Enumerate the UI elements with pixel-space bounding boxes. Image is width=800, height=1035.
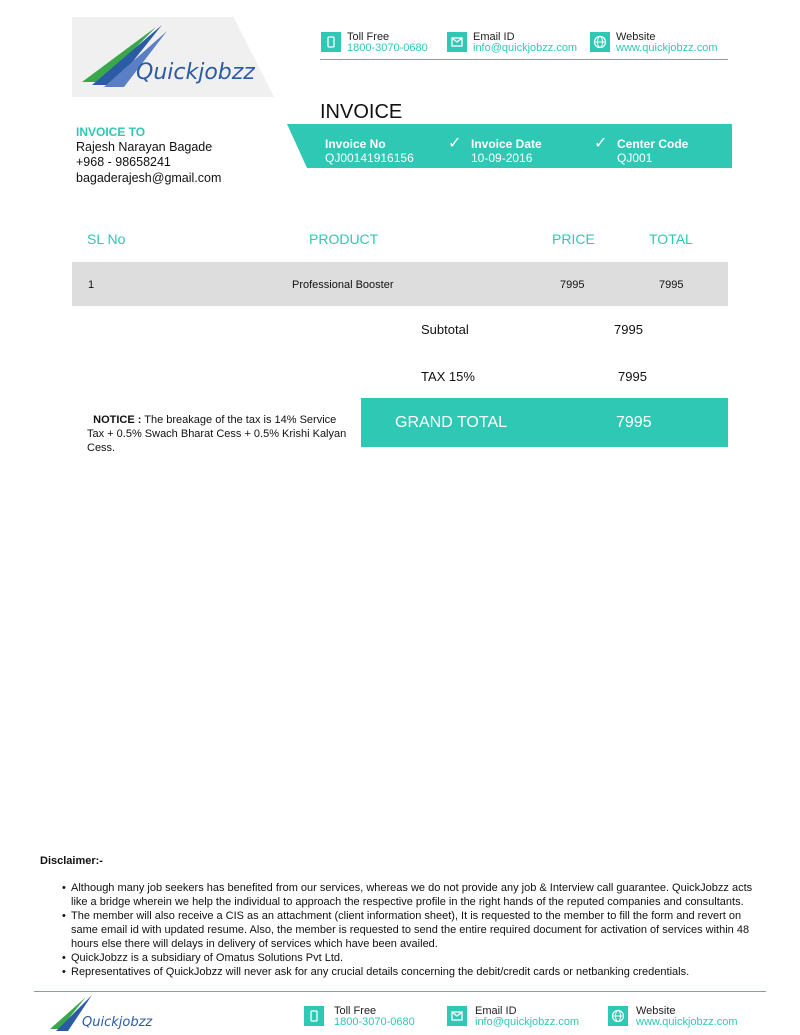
phone-icon <box>304 1006 324 1026</box>
checkmark-icon: ✓ <box>448 135 462 152</box>
website-link[interactable]: www.quickjobzz.com <box>616 42 718 54</box>
center-code-label: Center Code <box>617 137 689 151</box>
toll-free-contact <box>321 32 428 54</box>
grand-total-label: GRAND TOTAL <box>395 414 508 431</box>
footer-toll-free-label: Toll Free <box>334 1005 377 1017</box>
disclaimer-title: Disclaimer:- <box>40 855 103 867</box>
toll-free-number[interactable]: 1800-3070-0680 <box>347 42 428 54</box>
footer-email <box>447 1006 579 1028</box>
header-divider <box>320 59 728 60</box>
footer-website-label: Website <box>636 1005 676 1017</box>
customer-phone: +968 - 98658241 <box>76 155 171 169</box>
invoice-number: QJ00141916156 <box>325 151 414 165</box>
row-sl: 1 <box>88 279 95 291</box>
footer-toll-free <box>304 1006 415 1028</box>
customer-email: bagaderajesh@gmail.com <box>76 171 222 185</box>
row-price: 7995 <box>560 279 585 291</box>
list-item: • Representatives of QuickJobzz will never ask for any crucial details concerning the debit/credit cards or netbanking credentials. <box>71 965 761 979</box>
toll-free-label: Toll Free <box>347 31 390 43</box>
footer-brand-name: Quickjobzz <box>82 1015 153 1030</box>
subtotal-value: 7995 <box>614 322 643 337</box>
mail-icon <box>447 1006 467 1026</box>
disclaimer-list <box>71 881 761 979</box>
notice-text: The breakage of the tax is 14% Service Tax + 0.5% Swach Bharat Cess + 0.5% Krishi Kalyan Cess. <box>87 414 347 454</box>
table-row <box>72 262 728 306</box>
invoice-date: 10-09-2016 <box>471 151 533 165</box>
globe-icon <box>608 1006 628 1026</box>
globe-icon <box>590 32 610 52</box>
brand-name: Quickjobzz <box>136 60 255 85</box>
list-item: • The member will also receive a CIS as an attachment (client information sheet), It is requested to the member to fill the form and revert on same email id with updated resume. Also, the member is requested to send the entire required document for activation of services within 48 hours else there will delays in delivery of services which have been availed. <box>71 909 761 951</box>
footer-website-link[interactable]: www.quickjobzz.com <box>636 1016 738 1028</box>
footer-website <box>608 1006 737 1028</box>
tax-notice <box>87 413 349 455</box>
footer-divider <box>34 991 766 992</box>
footer-email-label: Email ID <box>475 1005 517 1017</box>
invoice-to-label: INVOICE TO <box>76 125 146 139</box>
website-label: Website <box>616 31 656 43</box>
invoice-date-block <box>471 137 542 165</box>
phone-icon <box>321 32 341 52</box>
center-code-block <box>617 137 688 165</box>
subtotal-label: Subtotal <box>421 322 469 337</box>
email-contact <box>447 32 577 54</box>
customer-name: Rajesh Narayan Bagade <box>76 140 213 154</box>
mail-icon <box>447 32 467 52</box>
column-header-product: PRODUCT <box>309 231 379 247</box>
column-header-sl: SL No <box>87 231 126 247</box>
list-item: • Although many job seekers has benefited from our services, whereas we do not provide any job & Interview call guarantee. QuickJobzz acts like a bridge wherein we help the individual to approach the respective profile in the right hands of the reputed companies and consultants. <box>71 881 761 909</box>
email-label: Email ID <box>473 31 515 43</box>
invoice-date-label: Invoice Date <box>471 137 542 151</box>
notice-label: NOTICE : <box>93 414 142 426</box>
website-contact <box>590 32 717 54</box>
grand-total-value: 7995 <box>616 414 652 431</box>
email-link[interactable]: info@quickjobzz.com <box>473 42 578 54</box>
footer-toll-free-number[interactable]: 1800-3070-0680 <box>334 1016 415 1028</box>
row-total: 7995 <box>659 279 684 291</box>
tax-value: 7995 <box>618 369 647 384</box>
invoice-number-label: Invoice No <box>325 137 386 151</box>
row-product: Professional Booster <box>292 279 394 291</box>
tax-label: TAX 15% <box>421 369 475 384</box>
center-code: QJ001 <box>617 151 653 165</box>
footer-email-link[interactable]: info@quickjobzz.com <box>475 1016 580 1028</box>
invoice-number-block <box>325 137 414 165</box>
checkmark-icon: ✓ <box>594 135 608 152</box>
invoice-title: INVOICE <box>320 101 403 123</box>
column-header-total: TOTAL <box>649 231 693 247</box>
column-header-price: PRICE <box>552 231 595 247</box>
list-item: • QuickJobzz is a subsidiary of Omatus Solutions Pvt Ltd. <box>71 951 761 965</box>
